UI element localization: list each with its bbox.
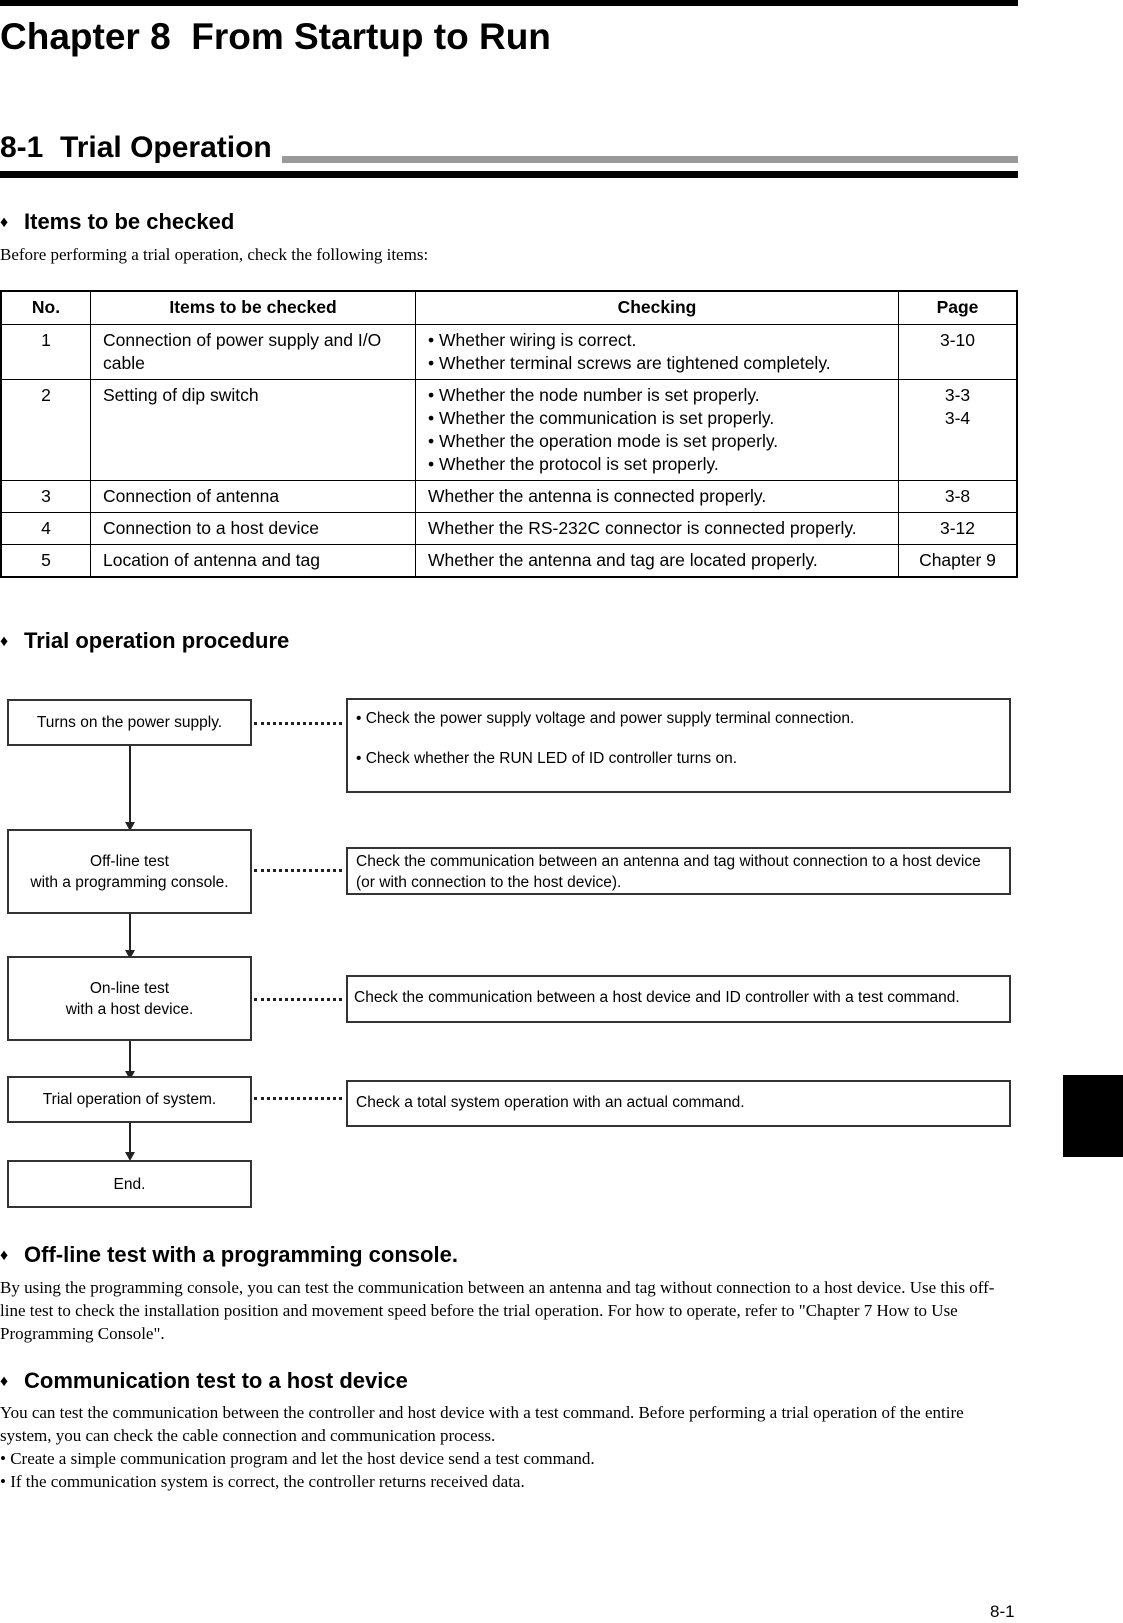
col-header-items: Items to be checked	[91, 291, 416, 325]
cell-no: 2	[1, 380, 91, 481]
check-box-online: Check the communication between a host device and ID controller with a test command.	[346, 975, 1011, 1023]
flow-step-power: Turns on the power supply.	[7, 699, 252, 746]
section-rule	[0, 171, 1018, 178]
dotted-connector	[254, 869, 342, 872]
cell-item: Connection to a host device	[91, 513, 416, 545]
offline-body: By using the programming console, you can test the communication between an antenna and tag without connection to a host device. Use this off-line test to check the installation position and movement speed before the trial operation. For how to operate, refer to "Chapter 7 How to Use Programming Console".	[0, 1278, 995, 1343]
dotted-connector	[254, 998, 342, 1001]
cell-page	[899, 481, 1018, 513]
flow-connector	[129, 746, 131, 824]
col-header-checking: Checking	[416, 291, 899, 325]
cell-page	[899, 325, 1018, 380]
page-ref: 3-4	[944, 408, 971, 428]
col-header-no: No.	[1, 291, 91, 325]
table-row	[1, 325, 1017, 380]
flow-step-offline: Off-line test with a programming console.	[7, 829, 252, 914]
flow-step-end: End.	[7, 1160, 252, 1208]
check-line: • Whether wiring is correct.	[428, 330, 637, 350]
chapter-side-tab	[1063, 1075, 1123, 1157]
diamond-icon: ♦	[0, 633, 9, 650]
check-line: Whether the RS-232C connector is connected properly.	[428, 518, 857, 538]
cell-page	[899, 380, 1018, 481]
flow-connector	[129, 1123, 131, 1155]
diamond-icon: ♦	[0, 1373, 9, 1390]
cell-item: Connection of power supply and I/O cable	[91, 325, 416, 380]
top-rule	[0, 0, 1018, 6]
check-box-offline: Check the communication between an antenna and tag without connection to a host device (or with connection to the host device).	[346, 847, 1011, 895]
cell-no: 3	[1, 481, 91, 513]
page-ref: 3-8	[944, 486, 971, 506]
comm-bullet: • Create a simple communication program and let the host device send a test command.	[0, 1449, 595, 1468]
flow-connector	[129, 1041, 131, 1074]
check-line: Whether the antenna is connected properly.	[428, 486, 767, 506]
page-ref: 3-10	[939, 330, 976, 350]
check-table	[0, 290, 1018, 578]
check-box-system: Check a total system operation with an actual command.	[346, 1080, 1011, 1127]
table-row	[1, 481, 1017, 513]
check-line: • Whether terminal screws are tightened completely.	[428, 353, 831, 373]
section-gray-rule	[282, 156, 1018, 163]
col-header-page: Page	[899, 291, 1018, 325]
flow-step-online: On-line test with a host device.	[7, 956, 252, 1041]
page-ref: 3-3	[944, 385, 971, 405]
flow-connector	[129, 914, 131, 952]
comm-bullet: • If the communication system is correct, the controller returns received data.	[0, 1472, 525, 1491]
diamond-icon: ♦	[0, 1247, 9, 1264]
cell-checking	[416, 513, 899, 545]
cell-item: Setting of dip switch	[91, 380, 416, 481]
items-intro: Before performing a trial operation, check the following items:	[0, 245, 429, 264]
cell-no: 5	[1, 545, 91, 578]
comm-heading: ♦ Communication test to a host device	[0, 1368, 408, 1393]
check-line: Whether the antenna and tag are located properly.	[428, 550, 818, 570]
chapter-title: Chapter 8 From Startup to Run	[0, 16, 551, 57]
items-heading: ♦ Items to be checked	[0, 209, 235, 234]
flow-step-system: Trial operation of system.	[7, 1076, 252, 1123]
diamond-icon: ♦	[0, 214, 9, 231]
check-box-power: • Check the power supply voltage and power supply terminal connection. • Check whether the RUN LED of ID controller turns on.	[346, 698, 1011, 793]
cell-checking	[416, 545, 899, 578]
check-line: • Whether the communication is set properly.	[428, 408, 775, 428]
cell-checking	[416, 325, 899, 380]
cell-no: 1	[1, 325, 91, 380]
cell-item: Location of antenna and tag	[91, 545, 416, 578]
table-header-row	[1, 291, 1017, 325]
dotted-connector	[254, 1097, 342, 1100]
page-number: 8-1	[990, 1602, 1015, 1621]
check-line: • Whether the operation mode is set properly.	[428, 431, 779, 451]
cell-page	[899, 513, 1018, 545]
page-ref: 3-12	[939, 518, 976, 538]
dotted-connector	[254, 722, 342, 725]
table-row	[1, 513, 1017, 545]
check-line: • Whether the protocol is set properly.	[428, 454, 719, 474]
page-ref: Chapter 9	[919, 550, 996, 570]
cell-item: Connection of antenna	[91, 481, 416, 513]
section-title: 8-1 Trial Operation	[0, 131, 272, 164]
offline-heading: ♦ Off-line test with a programming console.	[0, 1242, 458, 1267]
check-line: • Whether the node number is set properly.	[428, 385, 760, 405]
table-row	[1, 380, 1017, 481]
procedure-heading: ♦ Trial operation procedure	[0, 628, 290, 653]
comm-body: You can test the communication between the controller and host device with a test command. Before performing a trial operation of the entire system, you can check the cable connection and communication process. • Create a simple communication program and let the host device send a test command. • If the communication system is correct, the controller returns received data.	[0, 1401, 1018, 1493]
table-row	[1, 545, 1017, 578]
cell-checking	[416, 380, 899, 481]
cell-page	[899, 545, 1018, 578]
cell-no: 4	[1, 513, 91, 545]
cell-checking	[416, 481, 899, 513]
